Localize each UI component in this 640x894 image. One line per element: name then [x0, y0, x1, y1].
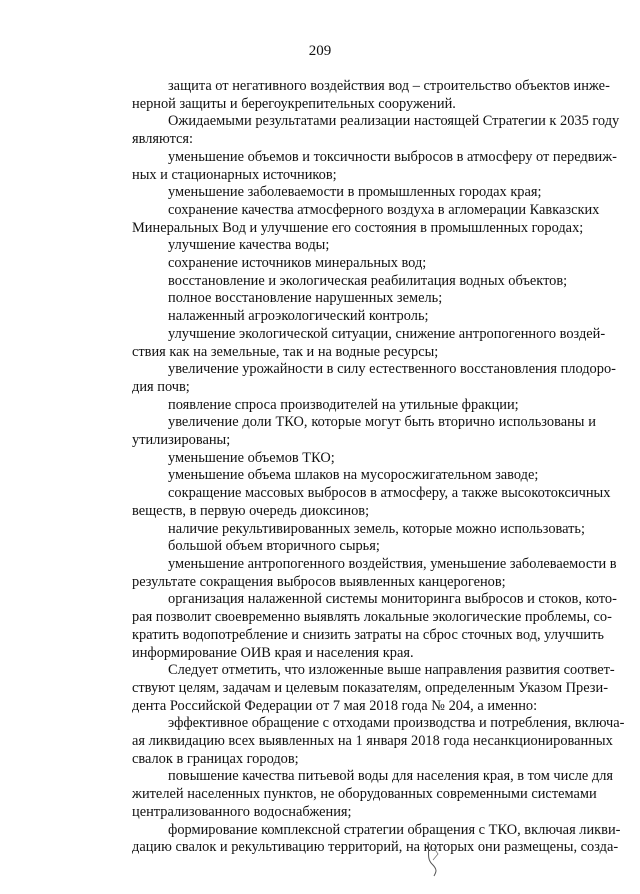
paragraph	[96, 715, 625, 768]
text-line: уменьшение заболеваемости в промышленных городах края;	[168, 184, 542, 201]
paragraph	[96, 361, 616, 396]
text-line: сокращение массовых выбросов в атмосферу, а также высокотоксичных	[168, 485, 611, 502]
text-line: централизованного водоснабжения;	[132, 803, 352, 820]
text-line: уменьшение объемов и токсичности выбросов в атмосферу от передвиж-	[168, 148, 617, 165]
text-line: свалок в границах городов;	[132, 750, 299, 767]
paragraph	[96, 414, 596, 449]
text-line: улучшение качества воды;	[168, 237, 330, 254]
text-line: улучшение экологической ситуации, снижение антропогенного воздей-	[168, 325, 606, 342]
text-line: кратить водопотребление и снизить затраты на сброс сточных вод, улучшить	[132, 626, 604, 643]
paragraph	[96, 290, 596, 308]
text-line: полное восстановление нарушенных земель;	[168, 290, 443, 307]
text-line: Следует отметить, что изложенные выше направления развития соответ-	[168, 662, 615, 679]
text-line: сохранение качества атмосферного воздуха в агломерации Кавказских	[168, 201, 600, 218]
paragraph	[96, 78, 610, 113]
text-line: дента Российской Федерации от 7 мая 2018 года № 204, а именно:	[132, 697, 538, 714]
text-line: формирование комплексной стратегии обращения с ТКО, включая ликви-	[168, 821, 621, 838]
text-line: рая позволит своевременно выявлять локальные экологические проблемы, со-	[132, 609, 612, 626]
paragraph	[96, 485, 611, 520]
paragraph	[96, 467, 596, 485]
text-line: уменьшение объема шлаков на мусоросжигательном заводе;	[168, 467, 539, 484]
text-line: утилизированы;	[132, 432, 231, 449]
paragraph	[96, 397, 596, 415]
text-line: появление спроса производителей на утильные фракции;	[168, 396, 519, 413]
text-line: эффективное обращение с отходами производства и потребления, включа-	[168, 715, 625, 732]
paragraph	[96, 768, 614, 821]
text-line: веществ, в первую очередь диоксинов;	[132, 502, 370, 519]
paragraph	[96, 591, 617, 662]
text-line: защита от негативного воздействия вод – строительство объектов инже-	[168, 78, 610, 94]
paragraph	[96, 184, 596, 202]
text-line: увеличение доли ТКО, которые могут быть вторично использованы и	[168, 414, 596, 431]
text-line: ствия как на земельные, так и на водные ресурсы;	[132, 343, 439, 360]
paragraph	[96, 255, 596, 273]
text-line: ая ликвидацию всех выявленных на 1 января 2018 года несанкционированных	[132, 733, 613, 750]
text-line: дацию свалок и рекультивацию территорий, на которых они размещены, созда-	[132, 839, 619, 856]
text-line: Минеральных Вод и улучшение его состояния в промышленных городах;	[132, 219, 584, 236]
paragraph	[96, 521, 596, 539]
paragraph	[96, 148, 617, 184]
text-line: налаженный агроэкологический контроль;	[168, 308, 429, 325]
paragraph	[96, 201, 600, 237]
text-line: организация налаженной системы мониторинга выбросов и стоков, кото-	[168, 591, 617, 608]
paragraph	[96, 821, 621, 857]
text-line: сохранение источников минеральных вод;	[168, 255, 427, 272]
paragraph	[96, 662, 615, 715]
document-body	[96, 78, 625, 857]
text-line: ствуют целям, задачам и целевым показателям, определенным Указом Прези-	[132, 679, 608, 696]
paragraph	[96, 308, 596, 326]
paragraph	[96, 538, 596, 556]
text-line: информирование ОИВ края и населения края.	[132, 644, 414, 661]
paragraph	[96, 450, 596, 468]
text-line: увеличение урожайности в силу естественного восстановления плодоро-	[168, 361, 616, 378]
text-line: наличие рекультивированных земель, которые можно использовать;	[168, 520, 585, 537]
text-line: повышение качества питьевой воды для населения края, в том числе для	[168, 768, 614, 785]
text-line: являются:	[132, 131, 194, 148]
text-line: результате сокращения выбросов выявленных канцерогенов;	[132, 573, 506, 590]
paragraph	[96, 325, 606, 361]
paragraph	[96, 273, 596, 291]
paragraph	[96, 237, 596, 255]
text-line: восстановление и экологическая реабилитация водных объектов;	[168, 272, 568, 289]
text-line: дия почв;	[132, 378, 190, 395]
page-number: 209	[308, 43, 332, 59]
paragraph	[96, 113, 620, 148]
text-line: уменьшение антропогенного воздействия, уменьшение заболеваемости в	[168, 555, 617, 572]
text-line: нерной защиты и берегоукрепительных сооружений.	[132, 95, 456, 112]
text-line: жителей населенных пунктов, не оборудованных современными системами	[132, 786, 597, 803]
text-line: Ожидаемыми результатами реализации настоящей Стратегии к 2035 году	[168, 113, 620, 130]
handwritten-mark	[420, 838, 446, 878]
text-line: большой объем вторичного сырья;	[168, 538, 380, 555]
paragraph	[96, 555, 617, 591]
text-line: уменьшение объемов ТКО;	[168, 449, 335, 466]
text-line: ных и стационарных источников;	[132, 166, 337, 183]
